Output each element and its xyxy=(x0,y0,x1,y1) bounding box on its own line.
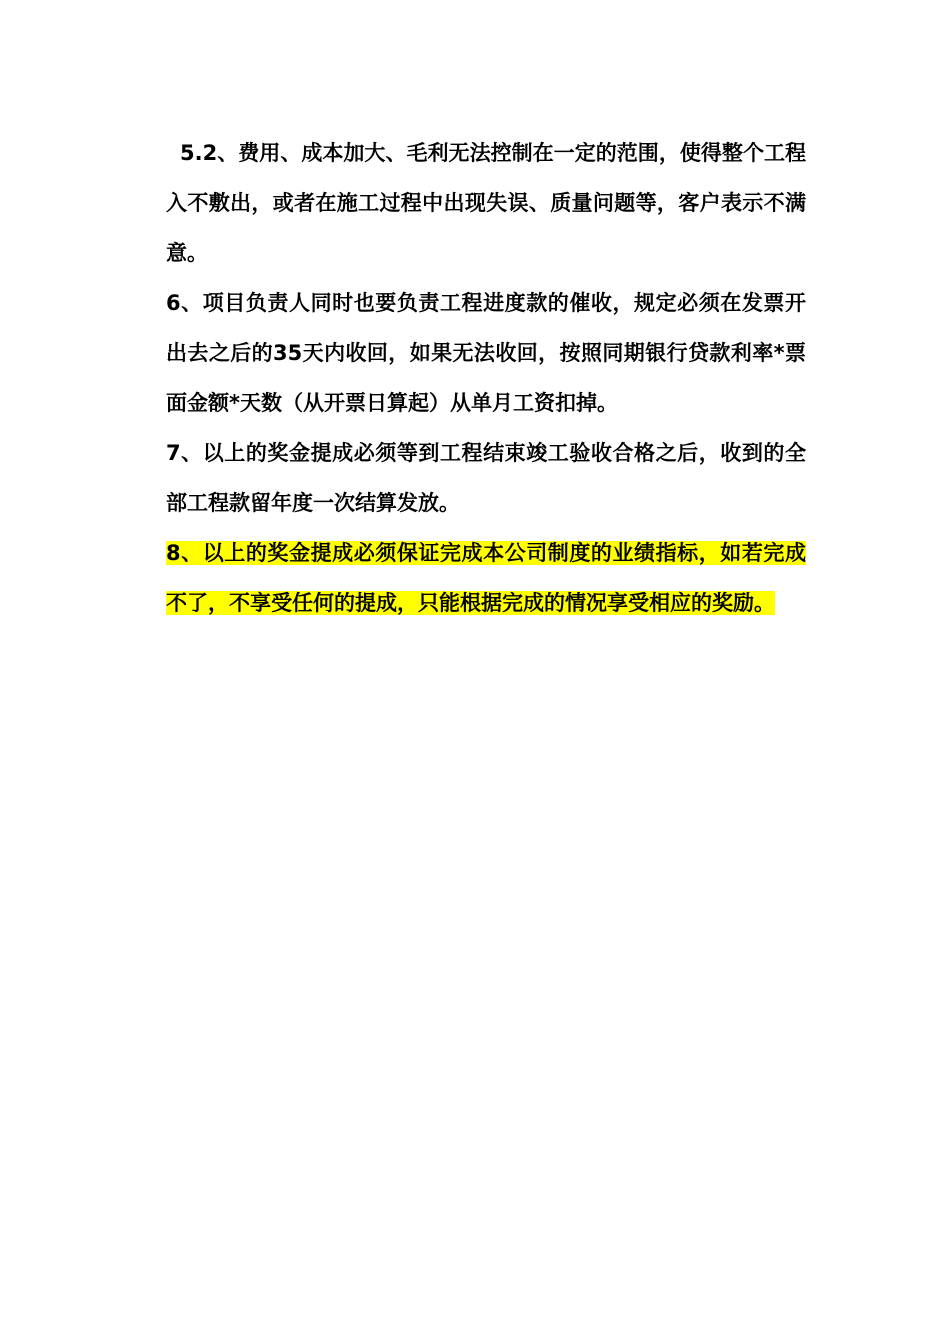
paragraph-8-highlighted-text: 8、以上的奖金提成必须保证完成本公司制度的业绩指标，如若完成不了，不享受任何的提成，只能根据完成的情况享受相应的奖励。 xyxy=(166,541,806,615)
paragraph-6-text: 6、项目负责人同时也要负责工程进度款的催收，规定必须在发票开出去之后的35天内收回，如果无法收回，按照同期银行贷款利率*票面金额*天数（从开票日算起）从单月工资扣掉。 xyxy=(166,291,806,415)
paragraph-8 xyxy=(166,528,806,628)
paragraph-5-2-text: 5.2、费用、成本加大、毛利无法控制在一定的范围，使得整个工程入不敷出，或者在施工过程中出现失误、质量问题等，客户表示不满意。 xyxy=(166,141,806,265)
paragraph-7-text: 7、以上的奖金提成必须等到工程结束竣工验收合格之后，收到的全部工程款留年度一次结算发放。 xyxy=(166,441,806,515)
document-body xyxy=(166,128,806,628)
paragraph-5-2 xyxy=(166,128,806,278)
paragraph-6 xyxy=(166,278,806,428)
paragraph-7 xyxy=(166,428,806,528)
